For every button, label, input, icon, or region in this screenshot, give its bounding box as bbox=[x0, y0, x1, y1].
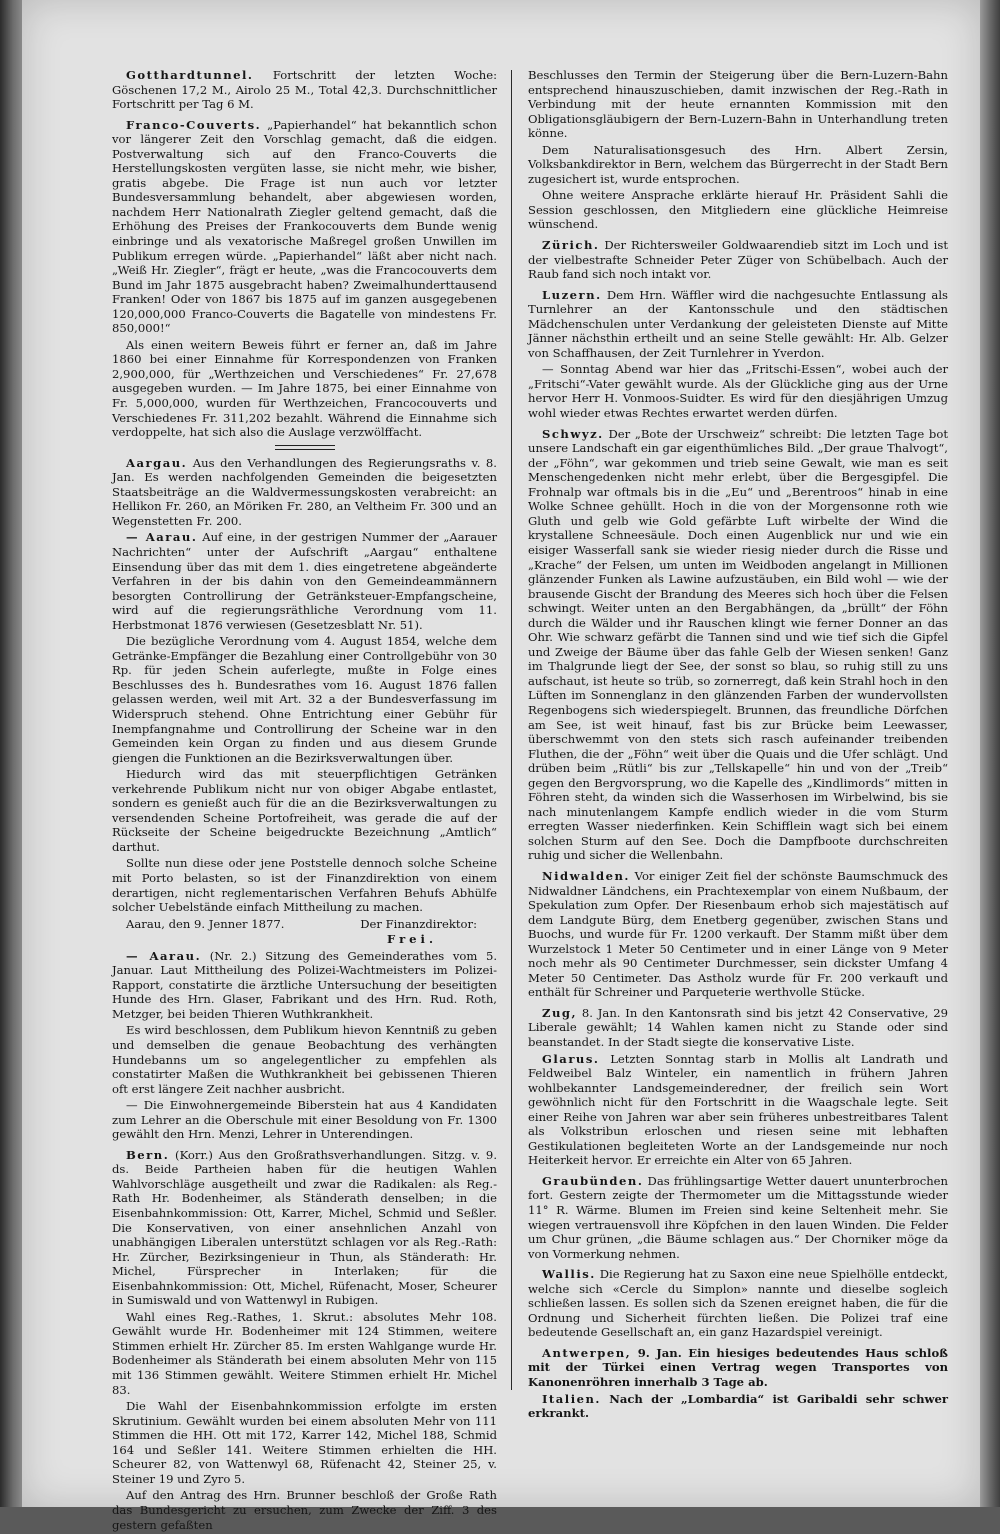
article-aarau bbox=[112, 530, 497, 632]
paragraph: Dem Naturalisationsgesuch des Hrn. Albert Zersin, Volksbankdirektor in Bern, welchem das Bürgerrecht in der Stadt Bern zugesichert ist, wurde entsprochen. bbox=[528, 142, 948, 186]
article-head: Italien. bbox=[542, 1391, 601, 1406]
article-text: 8. Jan. In den Kantonsrath sind bis jetzt 42 Conservative, 29 Liberale gewählt; 14 Wahlen kamen nicht zu Stande oder sind beanstandet. In der Stadt siegte die konservative Liste. bbox=[528, 1005, 948, 1049]
article-italien bbox=[528, 1392, 948, 1421]
article-text: Vor einiger Zeit fiel der schönste Baumschmuck des Nidwaldner Ländchens, ein Prachtexemplar von einem Nußbaum, der Spekulation zum Opfer. Der Riesenbaum erhob sich majestätisch auf dem Landgute Bürg, dem Enetberg gegenüber, zwischen Stans und Buochs, und wurde für Fr. 1200 verkauft. Der Stamm mißt über dem Wurzelstock 1 Meter 50 Centimeter und in einer Länge von 9 Meter noch mehr als 90 Centimeter Durchmesser, sein dickster Umfang 4 Meter 50 Centimeter. Das Astholz wurde für Fr. 200 verkauft und enthält für Schreiner und Parqueterie werthvolle Stücke. bbox=[528, 868, 948, 1000]
article-head: Luzern. bbox=[542, 287, 602, 302]
article-bern bbox=[112, 1148, 497, 1308]
signature-line bbox=[112, 917, 497, 932]
paragraph: Auf den Antrag des Hrn. Brunner beschloß der Große Rath das Bundesgericht zu ersuchen, zum Zwecke der Ziff. 3 des gestern gefaßten bbox=[112, 1488, 497, 1532]
article-head: Graubünden. bbox=[542, 1173, 644, 1188]
signature-name: Frei. bbox=[387, 932, 437, 947]
article-head: Nidwalden. bbox=[542, 868, 630, 883]
paragraph: Ohne weitere Ansprache erklärte hierauf Hr. Präsident Sahli die Session geschlossen, den Mitgliedern eine glückliche Heimreise wünschend. bbox=[528, 188, 948, 232]
article-text: Nach der „Lombardia“ ist Garibaldi sehr schwer erkrankt. bbox=[528, 1391, 948, 1421]
article-head: Schwyz. bbox=[542, 426, 604, 441]
paragraph: — Sonntag Abend war hier das „Fritschi-Essen“, wobei auch der „Fritschi“-Vater gewählt wurde. Als der Glückliche ging aus der Urne hervor Herr H. Vonmoos-Suidter. Es wird für den diesjährigen Umzug wohl wieder etwas Rechtes erwartet werden dürfen. bbox=[528, 362, 948, 421]
article-zug bbox=[528, 1006, 948, 1050]
article-head: Franco-Couverts. bbox=[126, 117, 262, 132]
article-head: Zug, bbox=[542, 1005, 578, 1020]
article-text: Das frühlingsartige Wetter dauert ununterbrochen fort. Gestern zeigte der Thermometer um die Mittagsstunde wieder 11° R. Wärme. Blumen im Freien sind keine Seltenheit mehr. Sie wiegen vertrauensvoll ihre Köpfchen in den lauen Winden. Die Felder um Chur grünen, „die Bäume schlagen aus.“ Der Chorniker möge da von Vormerkung nehmen. bbox=[528, 1173, 948, 1261]
signature-title: Der Finanzdirektor: bbox=[360, 916, 477, 931]
article-text: Der „Bote der Urschweiz“ schreibt: Die letzten Tage bot unsere Landschaft ein gar eigenthümliches Bild. „Der graue Thalvogt“, der „Föhn“, war gekommen und trieb seine Gewalt, wie man es seit Menschengedenken nicht mehr erlebt, über die Bergesgipfel. Die Frohnalp war oftmals bis in die „Eu“ und „Berentroos“ hinab in eine Wolke Schnee gehüllt. Hoch in die von der Morgensonne roth wie Gluth und gelb wie Gold gefärbte Luft wirbelte der Wind die krystallene Schneesäule. Doch einen Augenblick nur und wie ein eisiger Wasserfall sank sie wieder riesig nieder durch die Risse und „Krache“ der Felsen, um unten im Weidboden angelangt in Millionen glänzender Funken als Lawine aufzustäuben, ein Bild wohl — wie der brausende Gischt der Brandung des Meeres sich hoch über die Felsen schwingt. Weiter unten an den Bergabhängen, da „brüllt“ der Föhn durch die Wälder und ihr Rauschen klingt wie ferner Donner an das Ohr. Wie schwarz gefärbt die Tannen sind und wie tief sich die Gipfel und Zweige der Bäume über das fahle Gelb der Wiesen senken! Ganz im Thalgrunde liegt der See, der sonst so blau, so ruhig still zu uns aufschaut, ist heute so trüb, so zornerregt, daß kein Strahl hoch in den Lüften im Sonnenglanz in den glänzenden Farben der wundervollsten Regenbogens sich wiederspiegelt. Brunnen, das freundliche Dörfchen am See, ist weit hinauf, fast bis zur Brücke beim Leewasser, überschwemmt von den stets sich rasch aufeinander treibenden Fluthen, die der „Föhn“ weit über die Quais und die Ufer schlägt. Und drüben beim „Rütli“ bis zur „Tellskapelle“ hin und von der „Treib“ gegen den Bergvorsprung, wo die Kapelle des „Kindlimords“ mitten in Föhren steht, da winden sich die Wasserhosen im Wirbelwind, bis sie nach minutenlangem Kampfe endlich wieder in die vom Sturm erregten Wasser niederfinken. Kein Schifflein wagt sich bei einem solchen Sturm auf den See. Doch die Dampfboote durchschreiten ruhig und sicher die Wellenbahn. bbox=[528, 426, 948, 863]
section-divider bbox=[275, 445, 335, 450]
article-text: (Korr.) Aus den Großrathsverhandlungen. Sitzg. v. 9. ds. Beide Partheien haben für die heutigen Wahlen Wahlvorschläge ausgetheilt und zwar die Radikalen: als Reg.-Rath Hr. Bodenheimer, als Ständerath denselben; in die Eisenbahnkommission: Ott, Karrer, Michel, Schmid und Seßler. Die Konservativen, von einer ansehnlichen Anzahl von unabhängigen Liberalen unterstützt schlagen vor als Reg.-Rath: Hr. Zürcher, Bezirksingenieur in Thun, als Ständerath: Hr. Michel, Fürsprecher in Interlaken; für die Eisenbahnkommission: Ott, Michel, Rüfenacht, Moser, Scheurer in Sumiswald und von Wattenwyl in Rubigen. bbox=[112, 1147, 497, 1308]
article-wallis bbox=[528, 1267, 948, 1340]
article-text: Dem Hrn. Wäffler wird die nachgesuchte Entlassung als Turnlehrer an der Kantonsschule und den städtischen Mädchenschulen unter Verdankung der geleisteten Dienste auf Mitte Jänner nächsthin ertheilt und an seine Stelle gewählt: Hr. Alb. Gelzer von Schaffhausen, der Zeit Turnlehrer in Yverdon. bbox=[528, 287, 948, 360]
article-text: Auf eine, in der gestrigen Nummer der „Aarauer Nachrichten“ unter der Aufschrift „Aargau“ enthaltene Einsendung über das mit dem 1. dies eingetretene abgeänderte Verfahren in der bis dahin von den Gemeindeammännern besorgten Controllirung der Getränksteuer-Empfangscheine, wird auf die regierungsräthliche Verordnung vom 11. Herbstmonat 1876 verwiesen (Gesetzesblatt Nr. 51). bbox=[112, 530, 498, 632]
article-head: Bern. bbox=[126, 1147, 170, 1162]
article-text: Der Richtersweiler Goldwaarendieb sitzt im Loch und ist der vielbestrafte Schneider Peter Züger von Schübelbach. Auch der Raub fand sich noch intakt vor. bbox=[528, 238, 948, 282]
left-column bbox=[112, 68, 497, 1534]
article-head: Glarus. bbox=[542, 1051, 600, 1066]
article-franco bbox=[112, 118, 497, 336]
paragraph: Es wird beschlossen, dem Publikum hievon Kenntniß zu geben und demselben die genaue Beobachtung des verhängten Hundebanns um so angelegentlicher zu empfehlen als constatirter Maßen die Wuthkrankheit bei gebissenen Thieren oft erst längere Zeit nachher ausbricht. bbox=[112, 1023, 497, 1096]
binding-edge-left bbox=[0, 0, 22, 1507]
paragraph: Die bezügliche Verordnung vom 4. August 1854, welche dem Getränke-Empfänger die Bezahlung einer Controllgebühr von 30 Rp. für jeden Schein auferlegte, mußte in Folge eines Beschlusses des h. Bundesrathes vom 16. August 1876 fallen gelassen werden, weil mit Art. 32 a der Bundesverfassung im Widerspruch stehend. Ohne Entrichtung einer Gebühr für Inempfangnahme und Controllirung der Scheine war in den Gemeinden kein Organ zu finden und aus diesem Grunde giengen die Funktionen an die Bezirksverwaltungen über. bbox=[112, 634, 497, 765]
article-head: Zürich. bbox=[542, 238, 600, 253]
article-head: Wallis. bbox=[542, 1267, 596, 1282]
paragraph: Sollte nun diese oder jene Poststelle dennoch solche Scheine mit Porto belasten, so ist der Finanzdirektion von einem derartigen, nicht reglementarischen Verfahren Behufs Abhülfe solcher Uebelstände einfach Mittheilung zu machen. bbox=[112, 856, 497, 915]
paragraph: — Die Einwohnergemeinde Biberstein hat aus 4 Kandidaten zum Lehrer an die Oberschule mit einer Besoldung von Fr. 1300 gewählt den Hrn. Menzi, Lehrer in Unterendingen. bbox=[112, 1098, 497, 1142]
article-head: Aargau. bbox=[126, 455, 188, 470]
article-zuerich bbox=[528, 238, 948, 282]
article-text: „Papierhandel“ hat bekanntlich schon vor längerer Zeit den Vorschlag gemacht, daß die eidgen. Postverwaltung sich auf den Franco-Couverts die Herstellungskosten vergüten lasse, sie nicht mehr, wie bisher, gratis abgebe. Die Frage ist nun auch vor letzter Bundesversammlung behandelt, aber abgewiesen worden, nachdem Herr Nationalrath Ziegler geltend gemacht, daß die Erhöhung des Preises der Frankocouverts dem Bunde wenig einbringe und als vexatorische Maßregel großen Unwillen im Publikum erregen würde. „Papierhandel“ läßt aber nicht nach. „Weiß Hr. Ziegler“, frägt er heute, „was die Francocouverts dem Bund im Jahr 1875 ausgebracht haben? Zweimalhunderttausend Franken! Oder von 1867 bis 1875 auf im ganzen ausgegebenen 120,000,000 Franco-Couverts die Bagatelle von mindestens Fr. 850,000!“ bbox=[112, 117, 498, 336]
article-head: — Aarau. bbox=[126, 948, 202, 963]
article-head: Antwerpen, bbox=[542, 1345, 632, 1360]
article-head: Gotthardtunnel. bbox=[126, 68, 254, 82]
article-text: (Nr. 2.) Sitzung des Gemeinderathes vom 5. Januar. Laut Mittheilung des Polizei-Wachtmeisters im Polizei-Rapport, constatirte die ärztliche Untersuchung der beseitigten Hunde des Hrn. Glaser, Fabrikant und des Hrn. Rud. Roth, Metzger, bei beiden Thieren Wuthkrankheit. bbox=[112, 948, 498, 1021]
paragraph: Beschlusses den Termin der Steigerung über die Bern-Luzern-Bahn entsprechend hinauszuschieben, damit inzwischen der Reg.-Rath in Verbindung mit der heute ernannten Kommission mit den Obligationsgläubigern der Bern-Luzern-Bahn in Unterhandlung treten könne. bbox=[528, 68, 948, 141]
article-text: 9. Jan. Ein hiesiges bedeutendes Haus schloß mit der Türkei einen Vertrag wegen Transportes von Kanonenröhren innerhalb 3 Tage ab. bbox=[528, 1345, 948, 1390]
paragraph: Die Wahl der Eisenbahnkommission erfolgte im ersten Skrutinium. Gewählt wurden bei einem absoluten Mehr von 111 Stimmen die HH. Ott mit 172, Karrer 142, Michel 188, Schmid 164 und Seßler 141. Weitere Stimmen erhielten die HH. Scheurer 82, von Wattenwyl 68, Rüfenacht 42, Steiner 25, v. Steiner 19 und Zyro 5. bbox=[112, 1399, 497, 1486]
article-text: Aus den Verhandlungen des Regierungsraths v. 8. Jan. Es werden nachfolgenden Gemeinden die beigesetzten Staatsbeiträge an die Waldvermessungskosten verabreicht: an Hellikon Fr. 260, an Möriken Fr. 280, an Veltheim Fr. 300 und an Wegenstetten Fr. 200. bbox=[112, 455, 497, 528]
article-nidwalden bbox=[528, 869, 948, 1000]
article-schwyz bbox=[528, 427, 948, 863]
article-head: — Aarau. bbox=[126, 530, 198, 545]
paragraph: Als einen weitern Beweis führt er ferner an, daß im Jahre 1860 bei einer Einnahme für Korrespondenzen von Franken 2,900,000, für „Werthzeichen und Verschiedenes“ Fr. 27,678 ausgegeben wurden. — Im Jahre 1875, bei einer Einnahme von Fr. 5,000,000, wurden für Werthzeichen, Francocouverts und Verschiedenes Fr. 311,202 bezahlt. Während die Einnahme sich verdoppelte, hat sich also die Auslage verzwölffacht. bbox=[112, 337, 497, 440]
right-column bbox=[528, 68, 948, 1423]
column-rule bbox=[511, 70, 512, 1390]
article-text: Fortschritt der letzten Woche: Göschenen 17,2 M., Airolo 25 M., Total 42,3. Durchschnittlicher Fortschritt per Tag 6 M. bbox=[112, 68, 497, 112]
paragraph: Wahl eines Reg.-Rathes, 1. Skrut.: absolutes Mehr 108. Gewählt wurde Hr. Bodenheimer mit 124 Stimmen, weitere Stimmen erhielt Hr. Zürcher 85. Im ersten Wahlgange wurde Hr. Bodenheimer als Ständerath bei einem absoluten Mehr von 115 mit 136 Stimmen gewählt. Weitere Stimmen erhielt Hr. Michel 83. bbox=[112, 1309, 497, 1397]
article-glarus bbox=[528, 1052, 948, 1168]
article-gotthard bbox=[112, 68, 497, 112]
article-aargau bbox=[112, 456, 497, 529]
article-luzern bbox=[528, 288, 948, 361]
page-edge-right bbox=[980, 0, 1000, 1507]
article-antwerpen bbox=[528, 1346, 948, 1390]
article-text: Die Regierung hat zu Saxon eine neue Spielhölle entdeckt, welche sich «Cercle du Simplon» nannte und dieselbe sogleich schließen lassen. Es sollen sich da Szenen ereignet haben, die für die Ordnung und Sicherheit fürchten ließen. Die Polizei traf eine bedeutende Gesellschaft an, ein ganz Hazardspiel vereinigt. bbox=[528, 1267, 948, 1340]
article-text: Letzten Sonntag starb in Mollis alt Landrath und Feldweibel Balz Winteler, ein namentlich in frühern Jahren wohlbekannter Landsgemeinderedner, der freilich sein Wort gewöhnlich nicht für den Fortschritt in die Waagschale legte. Seit einer Reihe von Jahren war aber sein früheres unbestreitbares Talent als Volkstribun erloschen und riesen seine mit lebhaften Gestikulationen begleiteten Worte an der Landsgemeinde nur noch Heiterkeit hervor. Er erreichte ein Alter von 65 Jahren. bbox=[528, 1051, 948, 1168]
signature-place-date: Aarau, den 9. Jenner 1877. bbox=[126, 916, 285, 931]
article-aarau-gemeinderath bbox=[112, 949, 497, 1022]
article-graubuenden bbox=[528, 1174, 948, 1261]
paragraph: Hiedurch wird das mit steuerpflichtigen Getränken verkehrende Publikum nicht nur von obiger Abgabe entlastet, sondern es genießt auch für die an die Bezirksverwaltungen zu versendenden Scheine Portofreiheit, was gerade die auf der Rückseite der Scheine beigedruckte Bezeichnung „Amtlich“ darthut. bbox=[112, 767, 497, 854]
